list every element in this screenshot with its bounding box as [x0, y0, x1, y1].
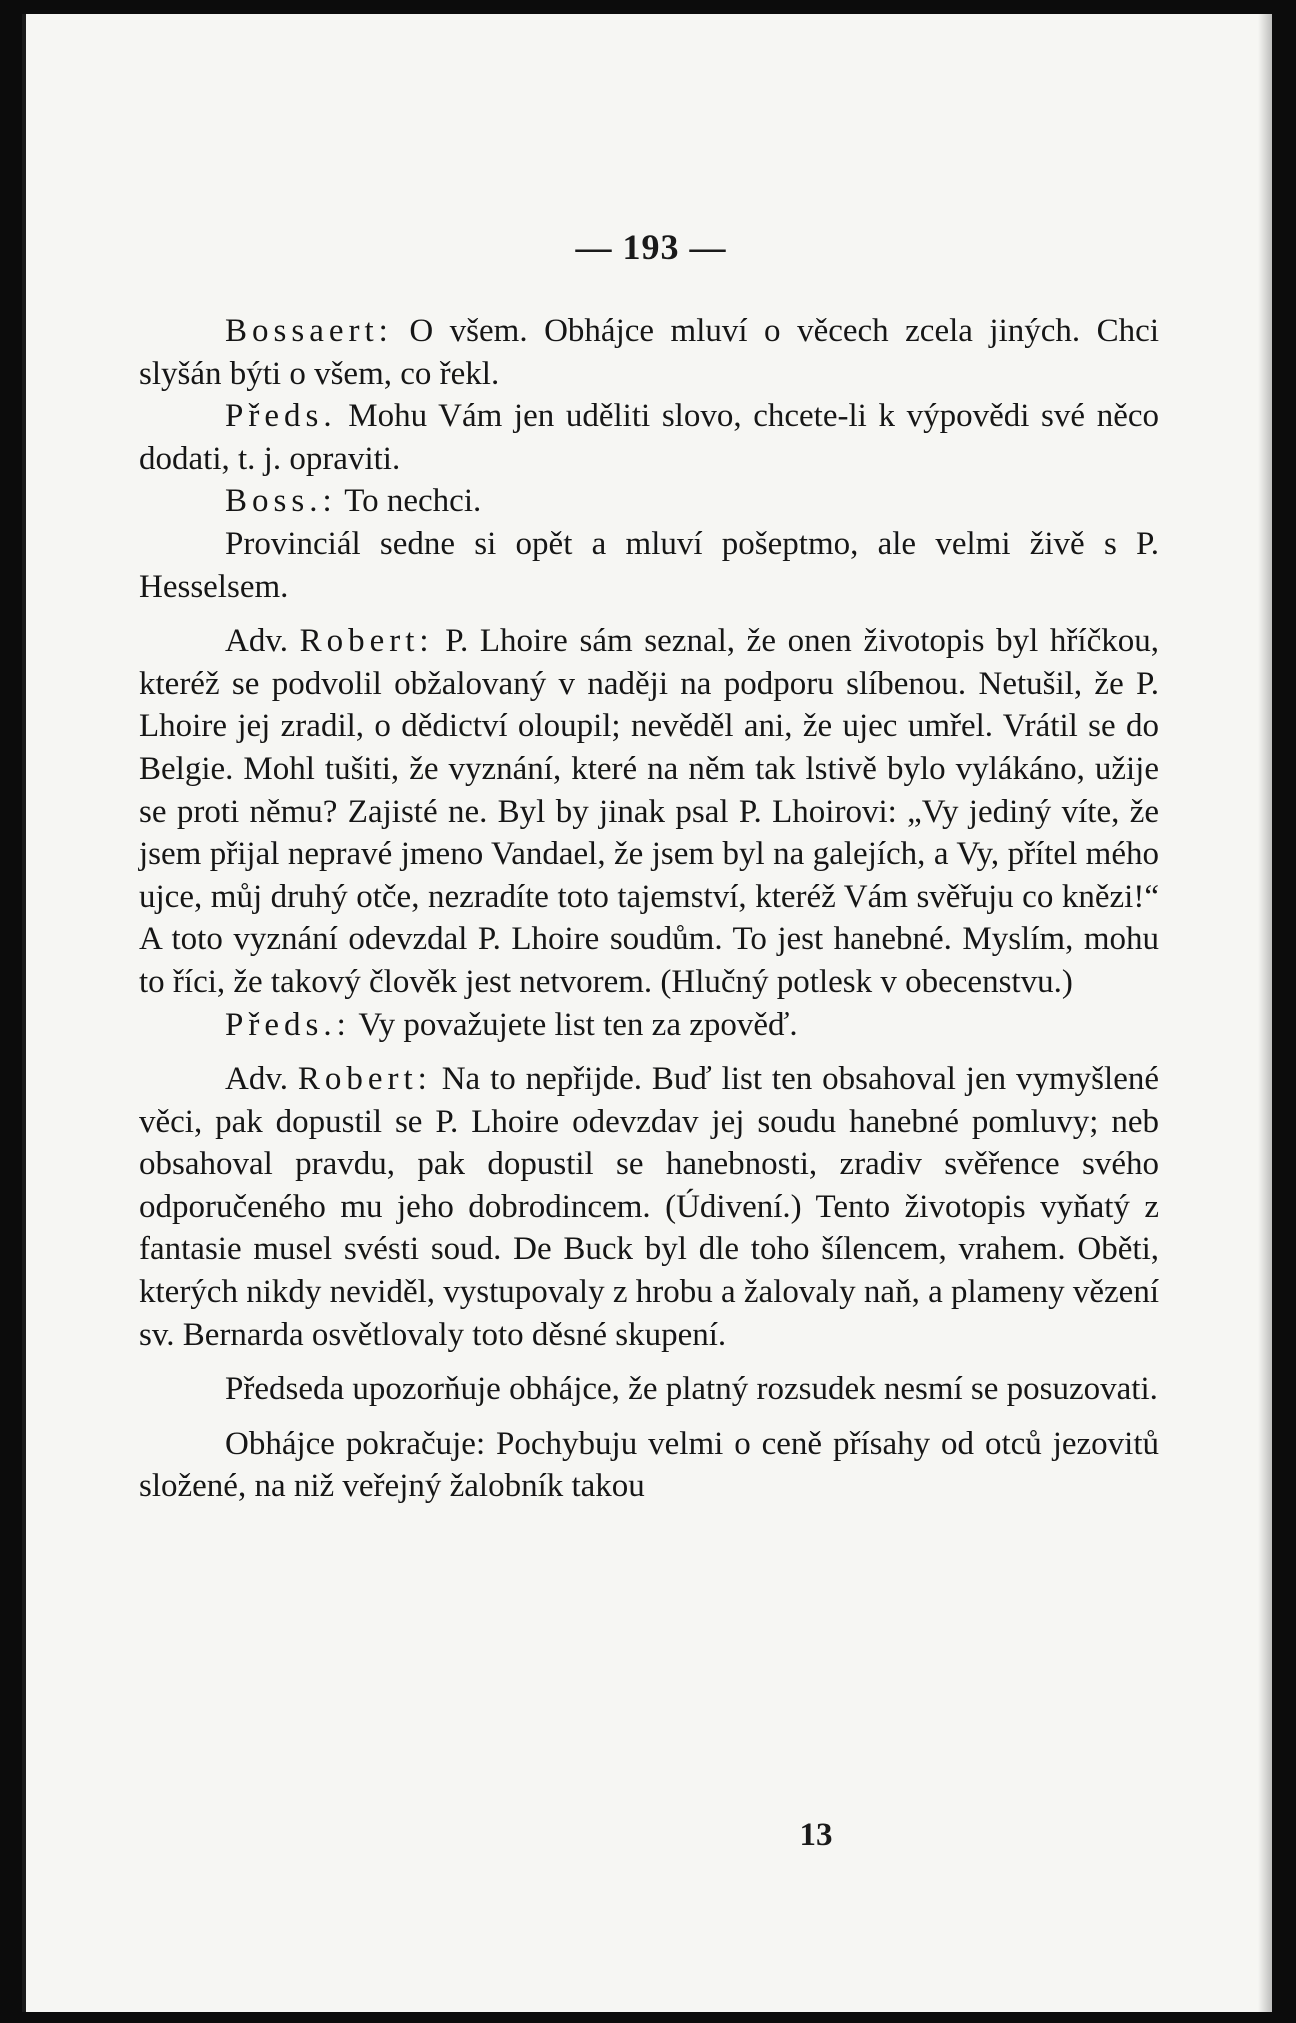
paragraph: Předs.: Vy považujete list ten za zpověď.: [225, 1006, 798, 1043]
paragraph: Adv. Robert: P. Lhoire sám seznal, že onen životopis byl hříčkou, kteréž se podvolil obžalovaný v naději na podporu slíbenou. Netušil, že P. Lhoire jej zradil, o dědictví oloupil; nevěděl ani, že ujec umřel. Vrátil se do Belgie. Mohl tušiti, že vyznání, které na něm tak lstivě bylo vylákáno, užije se proti němu? Zajisté ne. Byl by jinak psal P. Lhoirovi: „Vy jediný víte, že jsem přijal nepravé jmeno Vandael, že jsem byl na galejích, a Vy, přítel mého ujce, můj druhý otče, nezradíte toto tajemství, kteréž Vám svěřuju co knězi!“ A toto vyznání odevzdal P. Lhoire soudům. To jest hanebné. Myslím, mohu to říci, že takový člověk jest netvorem. (Hlučný potlesk v obecenstvu.): [139, 623, 1159, 1000]
paragraph: Provinciál sedne si opět a mluví pošeptmo, ale velmi živě s P. Hesselsem.: [139, 525, 1159, 605]
book-page: [22, 14, 1272, 2012]
speaker: Předs.: [225, 398, 337, 435]
speaker: Předs.:: [225, 1006, 351, 1043]
speaker: Boss.:: [225, 483, 337, 520]
speaker: Robert:: [297, 1061, 432, 1098]
page-number: — 193 —: [575, 227, 727, 267]
speaker: Robert:: [299, 623, 434, 660]
signature-mark: 13: [799, 1817, 833, 1853]
paragraph: Předs. Mohu Vám jen uděliti slovo, chcete-li k výpovědi své něco dodati, t. j. opraviti.: [139, 398, 1159, 477]
paragraph: Boss.: To nechci.: [225, 483, 482, 520]
paragraph: Bossaert: O všem. Obhájce mluví o věcech zcela jiných. Chci slyšán býti o všem, co řekl.: [139, 313, 1159, 392]
paragraph: Předseda upozorňuje obhájce, že platný rozsudek nesmí se posuzovati.: [225, 1371, 1158, 1408]
paragraph: Adv. Robert: Na to nepřijde. Buď list ten obsahoval jen vymyšlené věci, pak dopustil se P. Lhoire odevzdav jej soudu hanebné pomluvy; neb obsahoval pravdu, pak dopustil se hanebnosti, zradiv svěřence svého odporučeného mu jeho dobrodincem. (Údivení.) Tento životopis vyňatý z fantasie musel svésti soud. De Buck byl dle toho šílencem, vrahem. Oběti, kterých nikdy neviděl, vystupovaly z hrobu a žalovaly naň, a plameny vězení sv. Bernarda osvětlovaly toto děsné skupení.: [139, 1061, 1159, 1353]
speaker: Bossaert:: [225, 313, 393, 349]
body-text: [139, 310, 1159, 1508]
paragraph: Obhájce pokračuje: Pochybuju velmi o ceně přísahy od otců jezovitů složené, na niž veřejný žalobník takou: [139, 1425, 1159, 1505]
